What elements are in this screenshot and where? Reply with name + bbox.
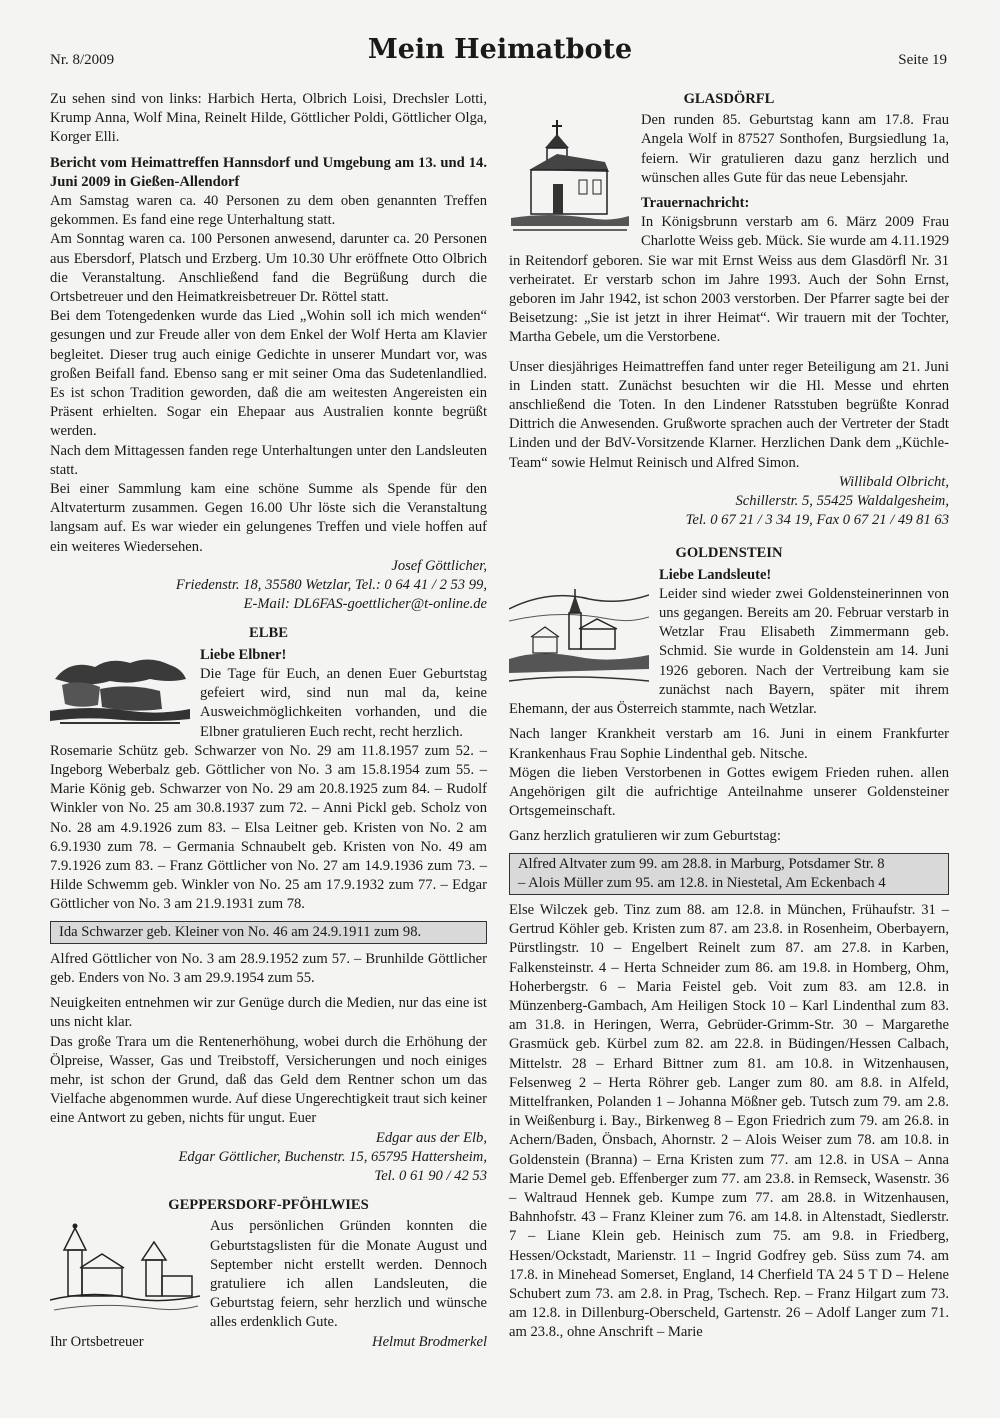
- report-paragraph: Nach dem Mittagessen fanden rege Unterhaltungen unter den Landsleuten statt.: [50, 442, 487, 478]
- highlight-line: Alfred Altvater zum 99. am 28.8. in Marburg, Potsdamer Str. 8: [518, 855, 885, 872]
- glasdoerfl-text: Den runden 85. Geburtstag kann am 17.8. Frau Angela Wolf in 87527 Sonthofen, Burgsiedlung 1a, feiern. Wir gratulieren dazu ganz herzlich und wünschen alles Gute für das neue Lebensjahr.: [641, 112, 949, 186]
- section-heading-goldenstein: GOLDENSTEIN: [675, 545, 783, 562]
- goldenstein-text-3: Mögen die lieben Verstorbenen in Gottes ewigem Frieden ruhen. allen Angehörigen gilt die aufrichtige Anteilnahme unserer Goldensteiner Ortsgemeinschaft.: [509, 764, 949, 820]
- goldenstein-highlight-box: [509, 853, 949, 895]
- elbe-landscape-illustration: [50, 649, 190, 727]
- left-column: [50, 90, 487, 1352]
- report-title: Bericht vom Heimattreffen Hannsdorf und Umgebung am 13. und 14. Juni 2009 in Gießen-Allendorf: [50, 154, 487, 190]
- signature-left: Ihr Ortsbetreuer: [50, 1333, 144, 1350]
- elbe-highlight-box: [50, 921, 487, 944]
- signature-right: Helmut Brodmerkel: [372, 1333, 487, 1350]
- signature-line: Josef Göttlicher,: [391, 557, 487, 574]
- goldenstein-birthday-list: Else Wilczek geb. Tinz zum 88. am 12.8. in München, Frühaufstr. 31 – Gertrud Köhler geb. Kristen zum 87. am 23.8. in Rosenheim, Oberbayern, Pürstlingstr. 10 – Engelbert Reinelt zum 87. am 27.8. in Karben, Falkensteinstr. 4 – Herta Schneider zum 86. am 19.8. in Homberg, Ohm, Hoherbergstr. 6 – Maria Feistel geb. Voit zum 83. am 12.8. in Münzenberg-Gambach, Am Heiligen Stock 10 – Karl Lindenthal zum 83. am 31.8. in Heringen, Werra, Gebrüder-Grimm-Str. 30 – Margarethe Grasmück geb. Kürbel zum 82. am 22.8. in Büdingen/Hessen Calbach, Mittelstr. 28 – Erhard Bittner zum 81. am 10.8. in Witzenhausen, Felsenweg 2 – Herta Röhrer geb. Langer zum 80. am 8.8. in Alfeld, Mittelfranken, Polanden 1 – Johanna Mößner geb. Tutsch zum 79. am 2.8. in Weißenburg i. Bay., Birkenweg 8 – Egon Friedrich zum 79. am 26.8. in Achern/Baden, Önsbach, Ahornstr. 2 – Alois Weiser zum 78. am 10.8. in Goldenstein (Branna) – Erna Kristen zum 77. am 12.8. in USA – Anna Marie Demel geb. Effenberger zum 77. am 23.8. in Remseck, Wasenstr. 36 – Waltraud Hennek geb. Kumpe zum 77. am 28.8. in Witzenhausen, Bahnhofstr. 43 – Franz Kleiner zum 76. am 14.8. in Altenstadt, Siedlerstr. 7 – Liane Klein geb. Heinisch zum 75. am 9.8. in Friedberg, Hessen/Ockstadt, Marienstr. 11 – Ingrid Godfrey geb. Süss zum 74. am 17.8. in Minehead Somerset, England, 14 Cherfield TA 24 5 T D – Helene Schubert zum 73. am 2.8. in Prag, Tschech. Rep. – Franz Hilgart zum 73. am 12.8. in Dillenburg-Oberscheld, Gartenstr. 26 – Adolf Langer zum 71. am 23.8., ohne Anschrift – Marie: [509, 901, 949, 1341]
- goldenstein-text-1: Leider sind wieder zwei Goldensteinerinnen von uns gegangen. Bereits am 20. Februar verstarb in Wetzlar Frau Elisabeth Zimmermann geb. Schmid. Sie wurde in Goldenstein am 14. Juni 1926 geboren. Nach der Vertreibung kam sie zunächst nach Bayern, später mit ihrem Ehemann, der aus Österreich stammte, nach Wetzlar.: [509, 585, 949, 718]
- highlight-line: – Alois Müller zum 95. am 12.8. in Niestetal, Am Eckenbach 4: [518, 874, 886, 891]
- church-village-illustration: [50, 1220, 200, 1316]
- chapel-illustration: [509, 114, 631, 234]
- issue-number: Nr. 8/2009: [50, 52, 115, 68]
- mourning-title: Trauernachricht:: [641, 195, 750, 212]
- masthead-logo: Mein Heimatbote: [367, 34, 633, 65]
- goldenstein-congrats: Ganz herzlich gratulieren wir zum Geburtstag:: [509, 828, 781, 845]
- elbe-birthdays-2: Alfred Göttlicher von No. 3 am 28.9.1952 zum 57. – Brunhilde Göttlicher geb. Enders von No. 3 am 29.9.1954 zum 55.: [50, 950, 487, 986]
- linden-text: Unser diesjähriges Heimattreffen fand unter reger Beteiligung am 21. Juni in Linden statt. Zunächst besuchten wir die Hl. Messe und ehrten anschließend die Toten. In den Lindener Ratsstuben begrüßte Konrad Dittrich die Anwesenden. Grußworte sprachen auch der Vertreter der Stadt Linden und der BdV-Vorsitzende Klarner. Herzlichen Dank dem „Küchle-Team“ sowie Helmut Reinisch und Alfred Simon.: [509, 358, 949, 471]
- goldenstein-greeting: Liebe Landsleute!: [659, 566, 772, 583]
- mourning-text: In Königsbrunn verstarb am 6. März 2009 Frau Charlotte Weiss geb. Mück. Sie wurde am 4.11.1929 in Reitendorf geboren. Sie war mit Ernst Weiss aus dem Glasdörfl Nr. 31 verheiratet. Er verstarb schon im Jahre 1993. Auch der Sohn Ernst, geboren im Jahr 1942, ist schon 2003 verstorben. Der Pfarrer sagte bei der Beisetzung: „Sie ist jetzt in ihrer Heimat“. Wir trauern mit der Tochter, Martha Gebele, um die Verstorbene.: [509, 214, 949, 346]
- section-heading-glasdoerfl: GLASDÖRFL: [683, 91, 775, 107]
- section-heading-geppersdorf: GEPPERSDORF-PFÖHLWIES: [168, 1197, 369, 1214]
- report-paragraph: Am Samstag waren ca. 40 Personen zu dem oben genannten Treffen gekommen. Es fand eine rege Unterhaltung statt.: [50, 193, 487, 229]
- elbe-news: Neuigkeiten entnehmen wir zur Genüge durch die Medien, nur das eine ist uns nicht klar.: [50, 995, 487, 1031]
- elbe-greeting: Liebe Elbner!: [200, 646, 287, 663]
- elbe-intro: Die Tage für Euch, an denen Euer Geburtstag gefeiert wird, sind nun mal da, keine Ausweichmöglichkeiten vorhanden, und die Elbner gratulieren Euch recht, recht herzlich.: [200, 665, 487, 740]
- elbe-birthdays: Rosemarie Schütz geb. Schwarzer von No. 29 am 11.8.1957 zum 52. – Ingeborg Weberbalz geb. Göttlicher von No. 3 am 15.8.1954 zum 55. – Marie König geb. Schwarzer von No. 29 am 20.8.1925 zum 84. – Rudolf Winkler von No. 25 am 30.8.1937 zum 72. – Anni Pickl geb. Scholz von No. 28 am 4.9.1926 zum 83. – Elsa Leitner geb. Kristen von No. 2 am 6.9.1930 zum 78. – Germania Schnaubelt geb. Kristen von No. 49 am 7.9.1926 zum 83. – Franz Göttlicher von No. 27 am 14.9.1936 zum 73. – Hilde Schwemm geb. Winkler von No. 25 am 17.9.1932 zum 77. – Edgar Göttlicher von No. 3 am 21.9.1931 zum 78.: [50, 742, 487, 913]
- section-heading-elbe: ELBE: [249, 625, 288, 642]
- right-column: [509, 90, 949, 1343]
- report-paragraph: Am Sonntag waren ca. 100 Personen anwesend, darunter ca. 20 Personen aus Ebersdorf, Platsch und Erzberg. Um 10.30 Uhr eröffnete Otto Olbrich die Veranstaltung. Anschließend fand die Begrüßung durch die Ortsbetreuer und den Heimatkreisbetreuer Dr. Röttel statt.: [50, 231, 487, 306]
- signature-line: Tel. 0 61 90 / 42 53: [374, 1167, 487, 1184]
- report-paragraph: Bei einer Sammlung kam eine schöne Summe als Spende für den Altvaterturm zusammen. Gegen 16.00 Uhr löste sich die Veranstaltung langsam auf. Es war wieder ein gelungenes Treffen und viele hoffen auf ein weiteres Wiedersehen.: [50, 481, 487, 555]
- signature-line: Tel. 0 67 21 / 3 34 19, Fax 0 67 21 / 49 81 63: [685, 512, 949, 529]
- photo-caption: Zu sehen sind von links: Harbich Herta, Olbrich Loisi, Drechsler Lotti, Krump Anna, Wolf Mina, Reinelt Hilde, Göttlicher Poldi, Göttlicher Olga, Korger Elli.: [50, 91, 487, 146]
- report-paragraph: Bei dem Totengedenken wurde das Lied „Wohin soll ich mich wenden“ gesungen und zur Freude aller von dem Enkel der Wolf Herta am Klavier begleitet. Dieser trug auch einige Gedichte in unserer Mundart vor, was großen Beifall fand. Ebenso sang er mit seiner Oma das Sudetenlandlied. Es ist schon Tradition geworden, daß die am weitesten Angereisten ein Präsent erhielten. Sogar ein Ehepaar aus Australien konnte begrüßt werden.: [50, 308, 487, 440]
- goldenstein-text-2: Nach langer Krankheit verstarb am 16. Juni in einem Frankfurter Krankenhaus Frau Sophie Lindenthal geb. Nitsche.: [509, 726, 949, 762]
- page-number: Seite 19: [898, 52, 947, 68]
- goldenstein-village-illustration: [509, 569, 649, 693]
- signature-line: Schillerstr. 5, 55425 Waldalgesheim,: [735, 493, 949, 510]
- elbe-highlight-text: Ida Schwarzer geb. Kleiner von No. 46 am 24.9.1911 zum 98.: [59, 923, 422, 940]
- elbe-news: Das große Trara um die Rentenerhöhung, wobei durch die Erhöhung der Ölpreise, Wasser, Gas und Treibstoff, Versicherungen und noch einiges mehr, ist schon der Grund, daß das Geld dem Rentner schon um das Vielfache abgenommen wurde. Auf diese Ungerechtigkeit traut sich keiner eine Antwort zu geben, nichts für ungut. Euer: [50, 1033, 487, 1127]
- signature-line: Edgar aus der Elb,: [375, 1129, 487, 1146]
- signature-line: Willibald Olbricht,: [838, 473, 949, 490]
- geppersdorf-text: Aus persönlichen Gründen konnten die Geburtstagslisten für die Monate August und September nicht erstellt werden. Dennoch gratuliere ich allen Landsleuten, die Geburtstag feiern, sehr herzlich und wünsche alles erdenklich Gute.: [210, 1218, 487, 1331]
- signature-line: E-Mail: DL6FAS-goettlicher@t-online.de: [243, 596, 487, 613]
- signature-line: Friedenstr. 18, 35580 Wetzlar, Tel.: 0 64 41 / 2 53 99,: [175, 577, 487, 594]
- signature-line: Edgar Göttlicher, Buchenstr. 15, 65795 Hattersheim,: [178, 1148, 487, 1165]
- geppersdorf-signature: [50, 1333, 487, 1352]
